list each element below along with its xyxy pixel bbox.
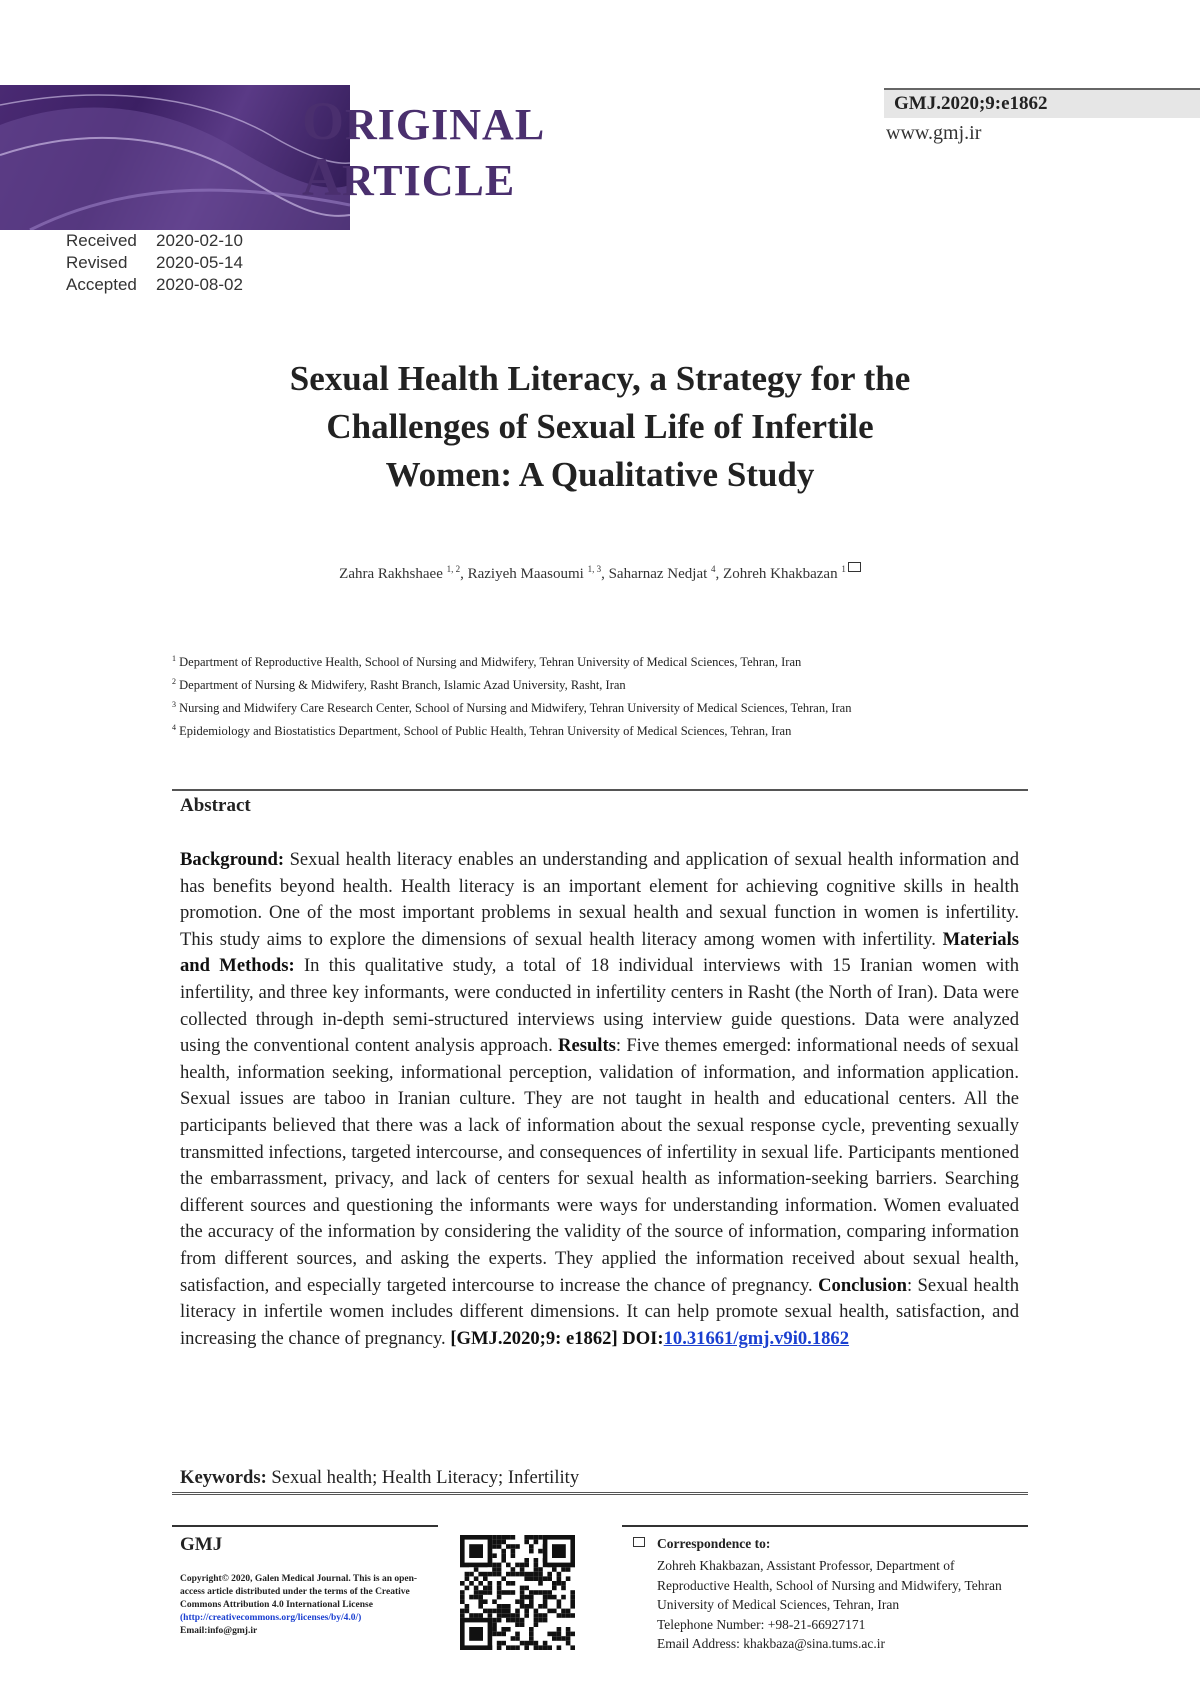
qr-code-icon[interactable] bbox=[460, 1535, 575, 1650]
correspondence-line: Email Address: khakbaza@sina.tums.ac.ir bbox=[657, 1636, 885, 1651]
history-row bbox=[66, 252, 243, 274]
history-date: 2020-08-02 bbox=[156, 275, 243, 294]
history-label: Revised bbox=[66, 253, 128, 272]
author-name: Zohreh Khakbazan bbox=[723, 566, 842, 582]
license-link[interactable]: (http://creativecommons.org/licenses/by/4.0/) bbox=[180, 1613, 362, 1623]
history-date: 2020-05-14 bbox=[156, 253, 243, 272]
abstract-heading: Abstract bbox=[180, 795, 251, 816]
author-name: Saharnaz Nedjat bbox=[608, 566, 712, 582]
author-name: Zahra Rakhshaee bbox=[339, 566, 447, 582]
correspondence-line: Telephone Number: +98-21-66927171 bbox=[657, 1616, 866, 1632]
mail-icon bbox=[633, 1537, 645, 1547]
footer-email[interactable]: Email:info@gmj.ir bbox=[180, 1626, 258, 1636]
article-title bbox=[150, 355, 1050, 499]
correspondence-line: Zohreh Khakbazan, Assistant Professor, Department of Reproductive Health, School of Nursing and Midwifery, Tehran University of Medical Sciences, Tehran, Iran bbox=[657, 1558, 1002, 1612]
affiliation-list bbox=[172, 649, 1012, 742]
author-affiliation-number: 4 bbox=[711, 564, 716, 574]
journal-reference-box bbox=[884, 88, 1200, 118]
author-affiliation-number: 1, 2 bbox=[446, 564, 461, 574]
affiliation-item bbox=[172, 718, 1012, 741]
history-label: Accepted bbox=[66, 275, 137, 294]
affiliation-number: 3 bbox=[172, 700, 176, 710]
keywords-rule bbox=[172, 1492, 1028, 1495]
article-type-banner bbox=[0, 85, 350, 230]
affiliation-item bbox=[172, 695, 1012, 718]
title-line: Challenges of Sexual Life of Infertile bbox=[326, 407, 874, 446]
history-row bbox=[66, 230, 243, 252]
keywords: Keywords: Sexual health; Health Literacy; Infertility bbox=[180, 1467, 580, 1488]
author-separator: , bbox=[601, 566, 609, 582]
correspondence-heading: Correspondence to: bbox=[657, 1536, 771, 1551]
footer-rule-left bbox=[172, 1525, 438, 1527]
affiliation-text: Nursing and Midwifery Care Research Center, School of Nursing and Midwifery, Tehran University of Medical Sciences, Tehran, Iran bbox=[176, 701, 852, 716]
journal-reference: GMJ.2020;9:e1862 bbox=[894, 93, 1048, 114]
author-list bbox=[150, 564, 1050, 583]
affiliation-number: 1 bbox=[172, 654, 176, 663]
footer-journal-label: GMJ bbox=[180, 1534, 223, 1555]
copyright-notice: Copyright© 2020, Galen Medical Journal. This is an open-access article distributed under the terms of the Creative Commons Attribution 4.0 International License (http://creativecommons.org/licenses/by/4.0/) Email:info@gmj.ir bbox=[180, 1574, 418, 1636]
banner-title: ORIGINAL ARTICLE bbox=[302, 91, 546, 207]
author-affiliation-number: 1, 3 bbox=[587, 564, 602, 574]
author-affiliation-number: 1 bbox=[841, 564, 846, 574]
affiliation-text: Department of Reproductive Health, School of Nursing and Midwifery, Tehran University of Medical Sciences, Tehran, Iran bbox=[176, 655, 802, 670]
submission-history bbox=[66, 230, 243, 296]
correspondence-details bbox=[657, 1556, 1027, 1654]
affiliation-text: Epidemiology and Biostatistics Department, School of Public Health, Tehran University of Medical Sciences, Tehran, Iran bbox=[176, 724, 792, 739]
journal-website[interactable]: www.gmj.ir bbox=[886, 122, 982, 144]
affiliation-item bbox=[172, 649, 1012, 672]
history-row bbox=[66, 274, 243, 296]
affiliation-number: 2 bbox=[172, 677, 176, 687]
doi-link[interactable]: 10.31661/gmj.v9i0.1862 bbox=[663, 1327, 850, 1349]
abstract-top-rule bbox=[172, 789, 1028, 791]
citation: [GMJ.2020;9: e1862] DOI: bbox=[450, 1327, 664, 1349]
history-label: Received bbox=[66, 231, 137, 250]
author-separator: , bbox=[460, 566, 468, 582]
banner-swirl-graphic bbox=[0, 85, 350, 230]
affiliation-number: 4 bbox=[172, 723, 176, 733]
affiliation-text: Department of Nursing & Midwifery, Rasht Branch, Islamic Azad University, Rasht, Iran bbox=[176, 678, 626, 693]
footer-rule-right bbox=[622, 1525, 1028, 1527]
title-line: Women: A Qualitative Study bbox=[385, 455, 815, 494]
history-date: 2020-02-10 bbox=[156, 231, 243, 250]
abstract-body: Background: Sexual health literacy enables an understanding and application of sexual health information and has benefits beyond health. Health literacy is an important element for achieving cognitive skills in health promotion. One of the most important problems in sexual health and sexual function in women is infertility. This study aims to explore the dimensions of sexual health literacy among women with infertility. Materials and Methods: In this qualitative study, a total of 18 individual interviews with 15 Iranian women with infertility, and three key informants, were conducted in infertility centers in Rasht (the North of Iran). Data were collected through in-depth semi-structured interviews using interview guide questions. Data were analyzed using the conventional content analysis approach. Results: Five themes emerged: informational needs of sexual health, information seeking, informational perception, validation of information, and information application. Sexual issues are taboo in Iranian culture. They are not taught in health and educational centers. All the participants believed that there was a lack of information about the sexual response cycle, preventing sexually transmitted infections, targeted intercourse, and consequences of infertility in sexual life. Participants mentioned the embarrassment, privacy, and lack of centers for sexual health as information-seeking barriers. Searching different sources and questioning the informants were ways for understanding information. Women evaluated the accuracy of the information by considering the validity of the source of information, comparing information from different sources, and asking the experts. They applied the information received about sexual health, satisfaction, and especially targeted intercourse to increase the chance of pregnancy. Conclusion: Sexual health literacy in infertile women includes different dimensions. It can help promote sexual health, satisfaction, and increasing the chance of pregnancy. [GMJ.2020;9: e1862] DOI:10.31661/gmj.v9i0.1862 bbox=[180, 849, 1020, 1349]
corresponding-mail-icon bbox=[848, 562, 861, 572]
affiliation-item bbox=[172, 672, 1012, 695]
author-name: Raziyeh Maasoumi bbox=[467, 566, 588, 582]
author-separator: , bbox=[715, 566, 724, 582]
title-line: Sexual Health Literacy, a Strategy for the bbox=[289, 359, 911, 398]
